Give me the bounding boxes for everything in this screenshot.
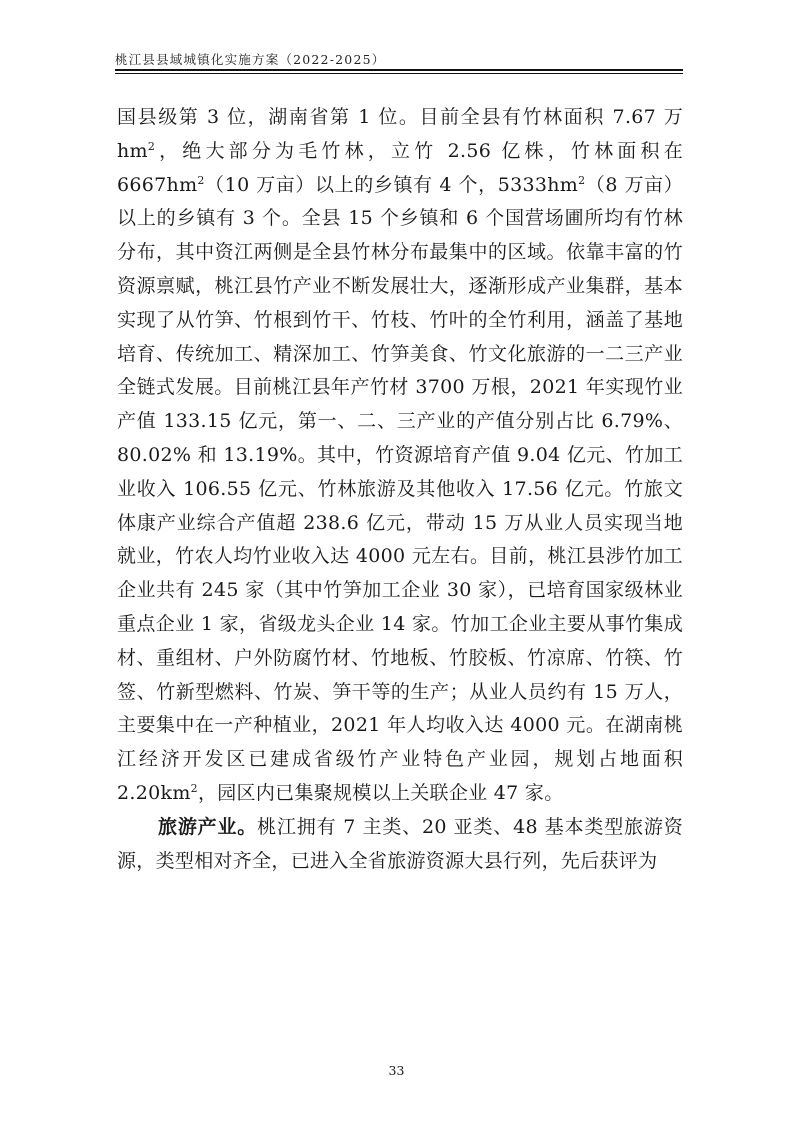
body-text — [117, 101, 683, 878]
superscript: 2 — [190, 781, 198, 795]
paragraph-tourism-industry — [117, 811, 683, 879]
text-segment: ，绝大部分为毛竹林，立竹 2.56 亿株，竹林面积在 6667hm — [117, 139, 683, 196]
text-segment: ，园区内已集聚规模以上关联企业 47 家。 — [197, 781, 564, 804]
superscript: 2 — [147, 139, 156, 153]
text-segment: 国县级第 3 位，湖南省第 1 位。目前全县有竹林面积 7.67 万 hm — [117, 106, 683, 162]
paragraph-bamboo-industry — [117, 101, 683, 811]
paragraph-lead-heading: 旅游产业。 — [158, 815, 258, 838]
text-segment: 桃江拥有 7 主类、20 亚类、48 基本类型旅游资源，类型相对齐全，已进入全省旅游资源大县行列，先后获评为 — [117, 815, 683, 872]
superscript: 2 — [197, 173, 205, 187]
header-rule-thick — [115, 69, 683, 71]
text-segment: （10 万亩）以上的乡镇有 4 个，5333hm — [204, 173, 579, 196]
running-header: 桃江县县域城镇化实施方案（2022-2025） — [115, 52, 386, 67]
page-number: 33 — [388, 1063, 405, 1078]
superscript: 2 — [578, 173, 586, 187]
header-rule-thin — [115, 73, 683, 74]
text-segment: （8 万亩）以上的乡镇有 3 个。全县 15 个乡镇和 6 个国营场圃所均有竹林分布，其中资江两侧是全县竹林分布最集中的区域。依靠丰富的竹资源禀赋，桃江县竹产业不断发展壮大，逐渐形成产业集群，基本实现了从竹笋、竹根到竹干、竹枝、竹叶的全竹利用，涵盖了基地培育、传统加工、精深加工、竹笋美食、竹文化旅游的一二三产业全链式发展。目前桃江县年产竹材 3700 万根，2021 年实现竹业产值 133.15 亿元，第一、二、三产业的产值分别占比 6.79%、80.02% 和 13.19%。其中，竹资源培育产值 9.04 亿元、竹加工业收入 106.55 亿元、竹林旅游及其他收入 17.56 亿元。竹旅文体康产业综合产值超 238.6 亿元，带动 15 万从业人员实现当地就业，竹农人均竹业收入达 4000 元左右。目前，桃江县涉竹加工企业共有 245 家（其中竹笋加工企业 30 家），已培育国家级林业重点企业 1 家，省级龙头企业 14 家。竹加工企业主要从事竹集成材、重组材、户外防腐竹材、竹地板、竹胶板、竹凉席、竹筷、竹签、竹新型燃料、竹炭、笋干等的生产；从业人员约有 15 万人，主要集中在一产种植业，2021 年人均收入达 4000 元。在湖南桃江经济开发区已建成省级竹产业特色产业园，规划占地面积 2.20km — [117, 173, 683, 804]
